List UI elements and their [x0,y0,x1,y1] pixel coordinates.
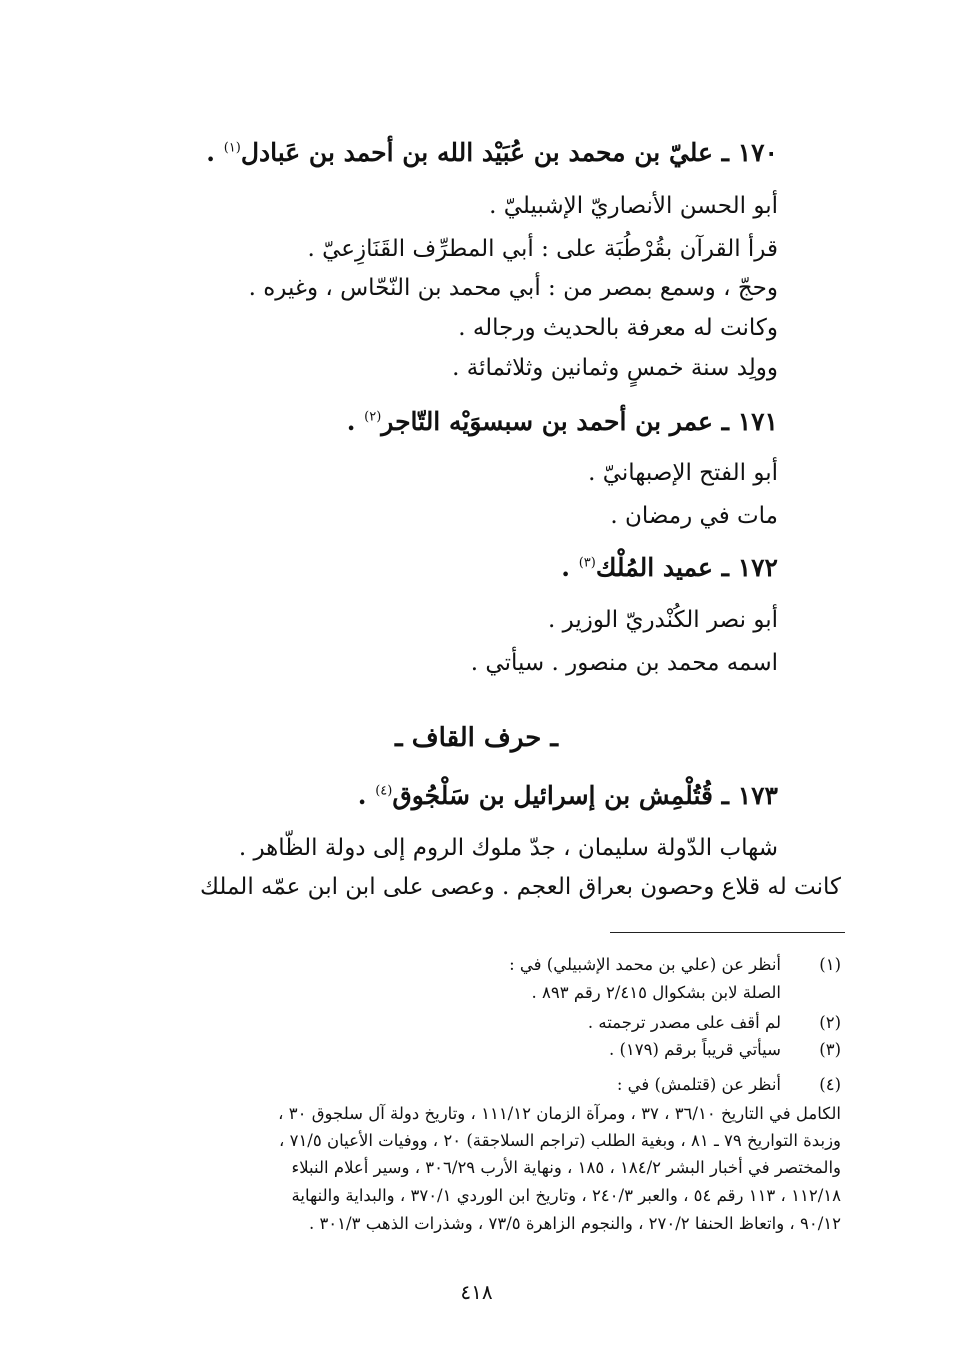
entry-171-title: ١٧١ ـ عمر بن أحمد بن سبسوَيْه التّاجر [381,407,778,436]
entry-170-line-1: أبو الحسن الأنصاريّ الإشبيليّ . [489,193,778,219]
entry-170-period: . [206,138,224,167]
footnote-ref-1: (١) [223,140,241,156]
footnote-4-line-2: الكامل في التاريخ ٣٦/١٠ ، ٣٧ ، ومرآة الزمان ١١١/١٢ ، وتاريخ دولة آل سلجوق ٣٠ ، [278,1104,841,1123]
entry-171-line-1: أبو الفتح الإصبهانيّ . [588,460,778,486]
footnote-4-number: (٤) [819,1075,841,1094]
footnote-ref-3: (٣) [578,555,596,571]
footnote-1-number: (١) [819,955,841,974]
entry-170-line-4: وكانت له معرفة بالحديث ورجاله . [458,315,778,341]
footnote-4-line-5: ١١٢/١٨ ، ١١٣ رقم ٥٤ ، والعبر ٢٤٠/٣ ، وتاريخ ابن الوردي ٣٧٠/١ ، والبداية والنهاية [291,1186,841,1205]
page-number: ٤١٨ [460,1280,493,1304]
footnote-4-line-6: ٩٠/١٢ ، واتعاظ الحنفا ٢٧٠/٢ ، والنجوم الزاهرة ٧٣/٥ ، وشذرات الذهب ٣٠١/٣ . [308,1214,841,1233]
entry-171-heading [347,407,778,436]
footnote-2-line-1: لم أقف على مصدر ترجمته . [587,1013,781,1032]
entry-172-heading [561,553,778,582]
entry-170-title: ١٧٠ ـ عليّ بن محمد بن عُبَيْد الله بن أحمد بن عَبادل [240,138,778,167]
footnote-1-line-1: أنظر عن (علي بن محمد الإشبيلي) في : [509,955,781,974]
entry-170-line-3: وحجّ ، وسمع بمصر من : أبي محمد بن النّحّاس ، وغيره . [248,275,778,301]
entry-172-period: . [561,553,579,582]
entry-173-title: ١٧٣ ـ قُتُلْمِش بن إسرائيل بن سَلْجُوق [392,781,778,810]
entry-173-line-2: كانت له قلاع وحصون بعراق العجم . وعصى على ابن ابن عمّه الملك [200,874,841,900]
entry-173-line-1: شهاب الدّولة سليمان ، جدّ ملوك الروم إلى دولة الظّاهر . [238,835,778,861]
entry-173-heading [358,781,778,810]
entry-170-line-2: قرأ القرآن بقُرْطُبَة على : أبي المطرِّف القَنَازِعيّ . [307,236,778,262]
entry-170-heading [206,138,778,167]
entry-172-title: ١٧٢ ـ عميد المُلْك [595,553,778,582]
footnote-4-line-1: أنظر عن (قتلمش) في : [616,1075,781,1094]
footnote-4-line-4: والمختصر في أخبار البشر ١٨٤/٢ ، ١٨٥ ، ونهاية الأرب ٣٠٦/٢٩ ، وسير أعلام النبلاء [291,1158,841,1177]
footnote-3-number: (٣) [819,1040,841,1059]
footnote-2-number: (٢) [819,1013,841,1032]
footnote-ref-2: (٢) [364,409,382,425]
entry-172-line-2: اسمه محمد بن منصور . سيأتي . [470,650,778,676]
entry-171-period: . [346,407,365,436]
footnote-1-line-2: الصلة لابن بشكوال ٢/٤١٥ رقم ٨٩٣ . [531,983,781,1002]
footnote-ref-4: (٤) [375,783,393,799]
footnote-separator [610,932,845,933]
footnote-4-line-3: وزبدة التواريخ ٧٩ ـ ٨١ ، وبغية الطلب (تراجم السلاجقة) ٢٠ ، ووفيات الأعيان ٧١/٥ ، [279,1131,841,1150]
entry-173-period: . [357,781,376,810]
entry-172-line-1: أبو نصر الكُنْدريّ الوزير . [548,607,778,633]
section-title: ـ حرف القاف ـ [395,723,558,753]
entry-171-line-2: مات في رمضان . [610,503,778,529]
footnote-3-line-1: سيأتي قريباً برقم (١٧٩) . [608,1040,781,1059]
entry-170-line-5: وولِد سنة خمسٍ وثمانين وثلاثمائة . [452,355,778,381]
